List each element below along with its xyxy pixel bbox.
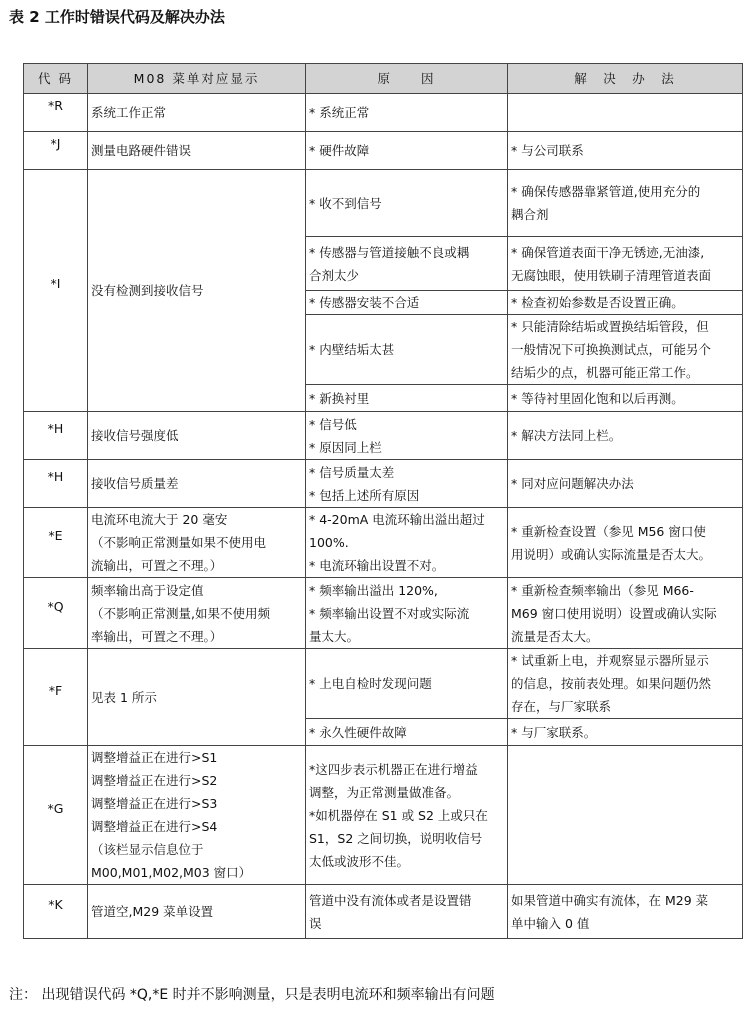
solution-cell bbox=[508, 170, 743, 237]
cell-line: * 永久性硬件故障 bbox=[309, 724, 407, 740]
cause-cell bbox=[306, 649, 508, 719]
cause-cell bbox=[306, 508, 508, 578]
footnote: 注： 出现错误代码 *Q,*E 时并不影响测量，只是表明电流环和频率输出有问题 bbox=[9, 987, 495, 1003]
solution-cell bbox=[508, 132, 743, 170]
cell-line: 100%. bbox=[309, 535, 349, 550]
cell-line: 没有检测到接收信号 bbox=[91, 283, 204, 298]
header-cause: 原 因 bbox=[306, 64, 508, 94]
cell-line: M69 窗口使用说明）设置或确认实际 bbox=[511, 605, 717, 621]
display-cell bbox=[88, 170, 306, 412]
cause-cell bbox=[306, 170, 508, 237]
cause-cell bbox=[306, 746, 508, 885]
table-header-row bbox=[24, 64, 743, 94]
cell-line: * 频率输出设置不对或实际流 bbox=[309, 605, 470, 621]
header-display: M08 菜单对应显示 bbox=[88, 64, 306, 94]
cause-cell bbox=[306, 315, 508, 385]
cause-cell bbox=[306, 578, 508, 649]
cell-line: 率输出，可置之不理。） bbox=[91, 628, 223, 644]
solution-cell bbox=[508, 237, 743, 291]
solution-cell bbox=[508, 885, 743, 939]
cell-line: 管道中没有流体或者是设置错 bbox=[309, 892, 472, 908]
cell-line: * 上电自检时发现问题 bbox=[309, 676, 432, 691]
solution-cell bbox=[508, 578, 743, 649]
cell-line: * 重新检查频率输出（参见 M66- bbox=[511, 582, 694, 598]
solution-cell bbox=[508, 291, 743, 315]
cell-line: * 与公司联系 bbox=[511, 143, 584, 158]
cell-line: * 试重新上电，并观察显示器所显示 bbox=[511, 653, 709, 668]
cause-cell bbox=[306, 412, 508, 460]
solution-cell bbox=[508, 649, 743, 719]
cell-line: 合剂太少 bbox=[309, 267, 360, 283]
display-cell bbox=[88, 746, 306, 885]
cause-cell bbox=[306, 237, 508, 291]
cell-line: 流量是否太大。 bbox=[511, 628, 599, 644]
cell-line: * 同对应问题解决办法 bbox=[511, 476, 634, 491]
cell-line: * 收不到信号 bbox=[309, 195, 382, 211]
cell-line: * 电流环输出设置不对。 bbox=[309, 558, 445, 573]
error-code-cell: *F bbox=[24, 649, 88, 746]
cell-line: *这四步表示机器正在进行增益 bbox=[309, 761, 478, 777]
cell-line: 的信息，按前表处理。如果问题仍然 bbox=[511, 676, 712, 691]
table-row bbox=[24, 508, 743, 578]
error-code-cell: *E bbox=[24, 508, 88, 578]
cell-line: 接收信号质量差 bbox=[91, 476, 179, 491]
error-code-cell: *H bbox=[24, 412, 88, 460]
cause-cell bbox=[306, 719, 508, 746]
cell-line: （不影响正常测量,如果不使用频 bbox=[91, 605, 270, 621]
cell-line: * 确保传感器靠紧管道,使用充分的 bbox=[511, 184, 701, 199]
error-code-cell: *H bbox=[24, 460, 88, 508]
display-cell bbox=[88, 412, 306, 460]
cell-line: 系统工作正常 bbox=[91, 105, 167, 120]
cell-line: 无腐蚀眼，使用铁刷子清理管道表面 bbox=[511, 267, 712, 283]
table-caption: 表 2 工作时错误代码及解决办法 bbox=[9, 8, 225, 26]
display-cell bbox=[88, 94, 306, 132]
table-row bbox=[24, 132, 743, 170]
display-cell bbox=[88, 649, 306, 746]
cell-line: 一般情况下可换换测试点，可能另个 bbox=[511, 342, 712, 357]
solution-cell bbox=[508, 460, 743, 508]
error-code-cell: *R bbox=[24, 94, 88, 132]
error-code-cell: *Q bbox=[24, 578, 88, 649]
cell-line: （不影响正常测量如果不使用电 bbox=[91, 535, 267, 550]
cell-line: * 包括上述所有原因 bbox=[309, 487, 420, 503]
cell-line: * 系统正常 bbox=[309, 105, 370, 120]
cell-line: * 内壁结垢太甚 bbox=[309, 342, 395, 357]
error-code-cell: *K bbox=[24, 885, 88, 939]
cell-line: 如果管道中确实有流体，在 M29 菜 bbox=[511, 892, 709, 908]
cell-line: * 重新检查设置（参见 M56 窗口使 bbox=[511, 523, 706, 539]
cell-line: 接收信号强度低 bbox=[91, 428, 179, 443]
cell-line: * 传感器与管道接触不良或耦 bbox=[309, 244, 470, 260]
error-code-table bbox=[23, 63, 743, 939]
cell-line: 测量电路硬件错误 bbox=[91, 143, 192, 158]
cause-cell bbox=[306, 385, 508, 412]
cell-line: 管道空,M29 菜单设置 bbox=[91, 904, 214, 919]
cell-line: * 硬件故障 bbox=[309, 143, 370, 158]
display-cell bbox=[88, 885, 306, 939]
display-cell bbox=[88, 460, 306, 508]
cell-line: 存在，与厂家联系 bbox=[511, 699, 612, 714]
cell-line: 见表 1 所示 bbox=[91, 689, 157, 705]
solution-cell bbox=[508, 385, 743, 412]
cell-line: 调整增益正在进行>S3 bbox=[91, 796, 218, 811]
table-row bbox=[24, 578, 743, 649]
table-row bbox=[24, 460, 743, 508]
cell-line: * 只能清除结垢或置换结垢管段，但 bbox=[511, 319, 709, 334]
cell-line: 调整增益正在进行>S2 bbox=[91, 773, 218, 788]
cell-line: M00,M01,M02,M03 窗口） bbox=[91, 865, 252, 880]
cell-line: 太低或波形不佳。 bbox=[309, 853, 410, 869]
solution-cell bbox=[508, 508, 743, 578]
table-row bbox=[24, 170, 743, 237]
cause-cell bbox=[306, 460, 508, 508]
display-cell bbox=[88, 508, 306, 578]
cell-line: * 信号质量太差 bbox=[309, 464, 395, 480]
solution-cell bbox=[508, 412, 743, 460]
cell-line: 耦合剂 bbox=[511, 207, 549, 222]
cell-line: * 原因同上栏 bbox=[309, 439, 382, 455]
error-code-cell: *G bbox=[24, 746, 88, 885]
table-row bbox=[24, 649, 743, 719]
cell-line: * 等待衬里固化饱和以后再测。 bbox=[511, 390, 684, 406]
cause-cell bbox=[306, 132, 508, 170]
table-row bbox=[24, 412, 743, 460]
header-code: 代 码 bbox=[24, 64, 88, 94]
cell-line: 调整增益正在进行>S1 bbox=[91, 750, 218, 765]
cause-cell bbox=[306, 885, 508, 939]
cell-line: 电流环电流大于 20 毫安 bbox=[91, 512, 228, 527]
header-solution: 解 决 办 法 bbox=[508, 64, 743, 94]
cell-line: 流输出，可置之不理。） bbox=[91, 558, 223, 573]
cell-line: 误 bbox=[309, 915, 322, 931]
solution-cell bbox=[508, 94, 743, 132]
cell-line: * 传感器安装不合适 bbox=[309, 295, 420, 310]
cell-line: * 4-20mA 电流环输出溢出超过 bbox=[309, 512, 485, 527]
error-code-cell: *J bbox=[24, 132, 88, 170]
cause-cell bbox=[306, 94, 508, 132]
cell-line: 频率输出高于设定值 bbox=[91, 582, 204, 598]
cell-line: 用说明）或确认实际流量是否太大。 bbox=[511, 546, 712, 562]
solution-cell bbox=[508, 315, 743, 385]
cell-line: S1，S2 之间切换，说明收信号 bbox=[309, 830, 483, 846]
cell-line: 结垢少的点，机器可能正常工作。 bbox=[511, 365, 699, 380]
solution-cell bbox=[508, 719, 743, 746]
cell-line: 调整增益正在进行>S4 bbox=[91, 819, 218, 834]
table-row bbox=[24, 885, 743, 939]
cell-line: （该栏显示信息位于 bbox=[91, 842, 204, 857]
cell-line: * 与厂家联系。 bbox=[511, 724, 597, 740]
cell-line: 调整，为正常测量做准备。 bbox=[309, 784, 460, 800]
table-row bbox=[24, 94, 743, 132]
cell-line: * 信号低 bbox=[309, 416, 357, 432]
table-body bbox=[24, 94, 743, 939]
solution-cell bbox=[508, 746, 743, 885]
display-cell bbox=[88, 578, 306, 649]
table-row bbox=[24, 746, 743, 885]
cell-line: * 新换衬里 bbox=[309, 390, 370, 406]
cause-cell bbox=[306, 291, 508, 315]
cell-line: 单中输入 0 值 bbox=[511, 915, 590, 931]
cell-line: 量太大。 bbox=[309, 628, 360, 644]
display-cell bbox=[88, 132, 306, 170]
cell-line: * 检查初始参数是否设置正确。 bbox=[511, 295, 684, 310]
cell-line: * 确保管道表面干净无锈迹,无油漆, bbox=[511, 244, 705, 260]
cell-line: *如机器停在 S1 或 S2 上或只在 bbox=[309, 807, 488, 823]
error-code-cell: *I bbox=[24, 170, 88, 412]
cell-line: * 频率输出溢出 120%, bbox=[309, 582, 438, 598]
cell-line: * 解决方法同上栏。 bbox=[511, 428, 622, 443]
